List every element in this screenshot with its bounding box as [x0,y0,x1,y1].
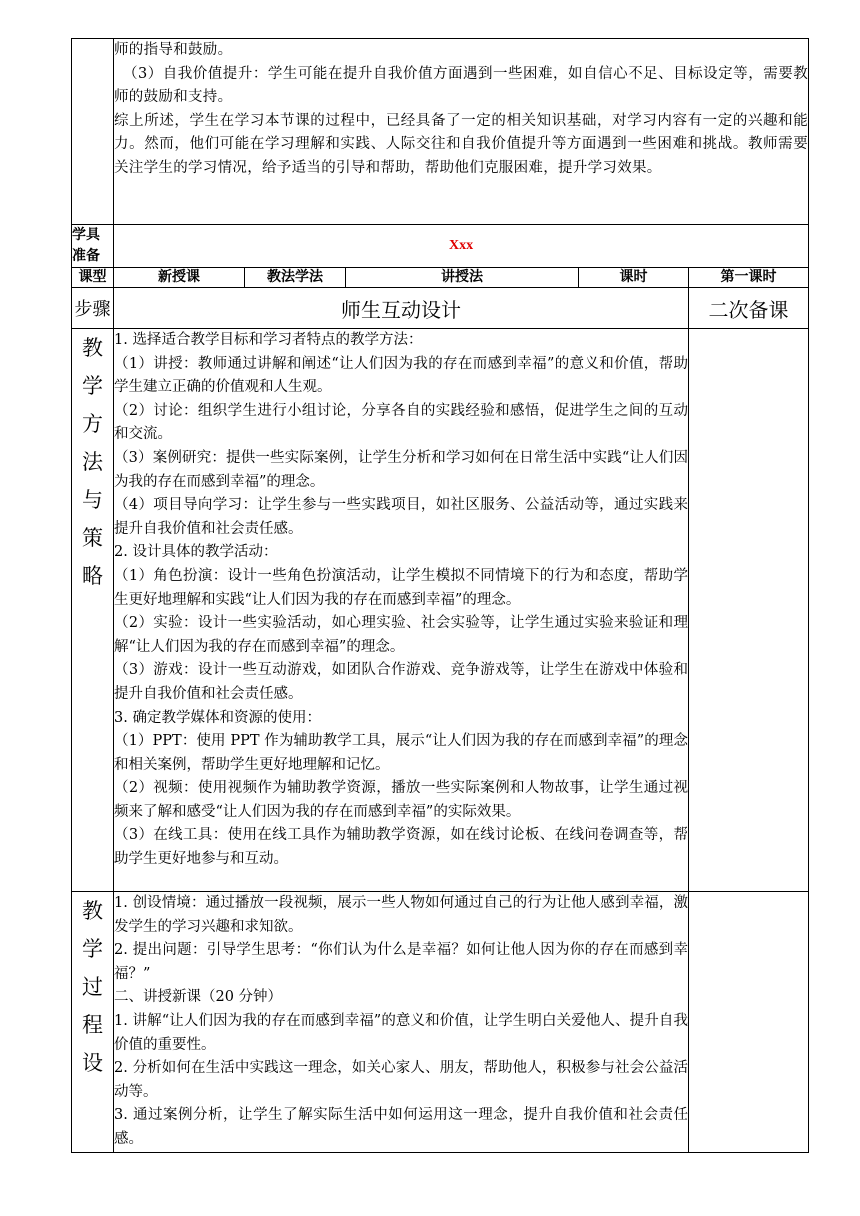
methods-line: （2）实验：设计一些实验活动，如心理实验、社会实验等，让学生通过实验来验证和理解“让人们因为我的存在而感到幸福”的理念。 [114,615,688,655]
lesson-type-label: 课型 [72,268,114,288]
methods-line: 2. 设计具体的教学活动： [114,544,278,561]
teaching-method-value: 讲授法 [346,268,579,288]
process-line: 1. 创设情境：通过播放一段视频，展示一些人物如何通过自己的行为让他人感到幸福，激发学生的学习兴趣和求知欲。 [114,895,688,935]
lesson-plan-table [71,38,809,1153]
lesson-type-value: 新授课 [114,268,245,288]
materials-value: Xxx [114,225,809,268]
lesson-info-row [72,268,809,288]
methods-line: （3）在线工具：使用在线工具作为辅助教学资源，如在线讨论板、在线问卷调查等，帮助学生更好地参与和互动。 [114,827,688,868]
steps-header: 步骤 [72,288,114,329]
methods-line: 1. 选择适合教学目标和学习者特点的教学方法： [114,332,423,348]
methods-line: （1）讲授：教师通过讲解和阐述“让人们因为我的存在而感到幸福”的意义和价值，帮助学生建立正确的价值观和人生观。 [114,355,688,396]
methods-row [72,329,809,892]
methods-content [114,329,689,892]
methods-prep-cell [689,329,809,892]
materials-label: 学具准备 [72,225,114,268]
methods-line: （1）PPT：使用 PPT 作为辅助教学工具，展示“让人们因为我的存在而感到幸福”的理念和相关案例，帮助学生更好地理解和记忆。 [114,733,688,773]
analysis-paragraph: （3）自我价值提升：学生可能在提升自我价值方面遇到一些困难，如自信心不足、目标设定等，需要教师的鼓励和支持。 [114,65,809,105]
process-line: 2. 分析如何在生活中实践这一理念，如关心家人、朋友，帮助他人，积极参与社会公益活动等。 [114,1060,688,1100]
process-line: 2. 提出问题：引导学生思考：“你们认为什么是幸福？如何让他人因为你的存在而感到幸福？” [114,942,688,982]
methods-line: （3）案例研究：提供一些实际案例，让学生分析和学习如何在日常生活中实践“让人们因为我的存在而感到幸福”的理念。 [114,449,688,490]
process-content [114,892,689,1153]
interaction-design-header: 师生互动设计 [114,288,689,329]
period-label: 课时 [579,268,689,288]
analysis-paragraph: 师的指导和鼓励。 [114,42,233,58]
methods-line: （4）项目导向学习：让学生参与一些实践项目，如社区服务、公益活动等，通过实践来提升自我价值和社会责任感。 [114,497,688,537]
analysis-row [72,39,809,225]
process-line: 二、讲授新课（20 分钟） [114,989,283,1006]
learner-analysis-cell [114,39,809,225]
methods-line: （3）游戏：设计一些互动游戏，如团队合作游戏、竞争游戏等，让学生在游戏中体验和提升自我价值和社会责任感。 [114,662,688,702]
column-header-row [72,288,809,329]
period-value: 第一课时 [689,268,809,288]
process-line: 3. 通过案例分析，让学生了解实际生活中如何运用这一理念，提升自我价值和社会责任感。 [114,1107,688,1147]
analysis-paragraph: 综上所述，学生在学习本节课的过程中，已经具备了一定的相关知识基础，对学习内容有一定的兴趣和能力。然而，他们可能在学习理解和实践、人际交往和自我价值提升等方面遇到一些困难和挑战。教师需要关注学生的学习情况，给予适当的引导和帮助，帮助他们克服困难，提升学习效果。 [114,112,809,176]
analysis-left-cell [72,39,114,225]
process-row [72,892,809,1153]
methods-line: 3. 确定教学媒体和资源的使用： [114,709,321,726]
process-prep-cell [689,892,809,1153]
secondary-prep-header: 二次备课 [689,288,809,329]
teaching-method-label: 教法学法 [245,268,346,288]
materials-row [72,225,809,268]
methods-line: （1）角色扮演：设计一些角色扮演活动，让学生模拟不同情境下的行为和态度，帮助学生更好地理解和实践“让人们因为我的存在而感到幸福”的理念。 [114,567,688,608]
process-line: 1. 讲解“让人们因为我的存在而感到幸福”的意义和价值，让学生明白关爱他人、提升自我价值的重要性。 [114,1012,688,1053]
methods-line: （2）讨论：组织学生进行小组讨论，分享各自的实践经验和感悟，促进学生之间的互动和交流。 [114,402,688,443]
process-section-label: 教 学 过 程 设 [72,892,114,1153]
methods-line: （2）视频：使用视频作为辅助教学资源，播放一些实际案例和人物故事，让学生通过视频来了解和感受“让人们因为我的存在而感到幸福”的实际效果。 [114,780,688,820]
methods-section-label: 教 学 方 法 与 策 略 [72,329,114,892]
